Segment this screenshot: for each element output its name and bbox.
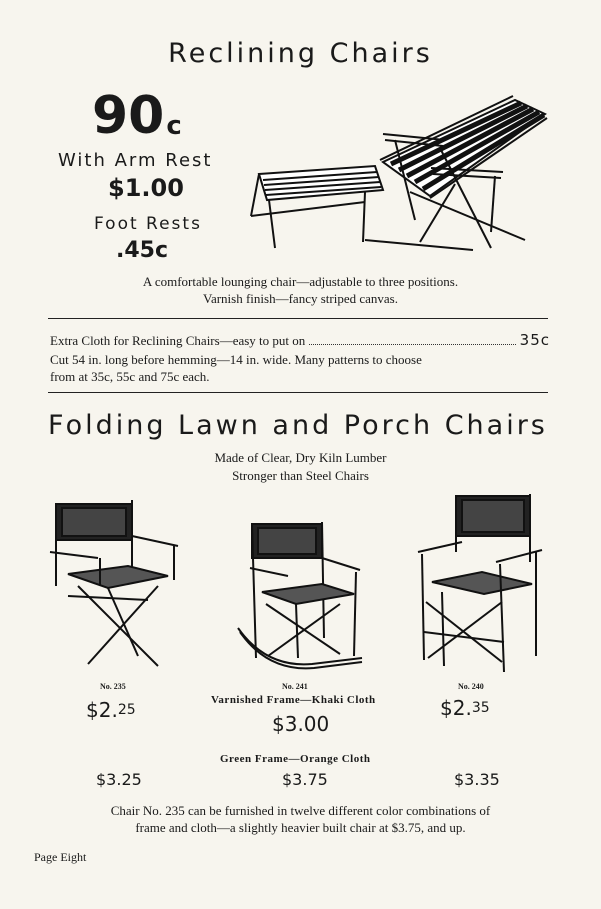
- foot-rests-price: .45c: [116, 238, 169, 263]
- chair-235-price-green: $3.25: [96, 770, 142, 789]
- reclining-chair-illustration: [245, 92, 550, 254]
- chair-235-illustration: [48, 496, 183, 672]
- extra-cloth-details-2: from at 35c, 55c and 75c each.: [50, 369, 210, 384]
- chair-241-price: $3.00: [272, 712, 330, 736]
- arm-rest-label: With Arm Rest: [58, 150, 213, 171]
- chair-240-price-dollar: $2.: [440, 696, 472, 720]
- reclining-price: [92, 88, 182, 144]
- chair-240-price-cents: 35: [471, 700, 490, 716]
- chair-241-number: No. 241: [282, 682, 308, 691]
- extra-cloth-text: Extra Cloth for Reclining Chairs—easy to put on: [50, 333, 306, 348]
- divider-bottom: [48, 392, 548, 393]
- reclining-description-2: Varnish finish—fancy striped canvas.: [203, 291, 398, 306]
- chair-235-note-2: frame and cloth—a slightly heavier built chair at $3.75, and up.: [135, 820, 466, 835]
- extra-cloth-line: [50, 331, 550, 349]
- folding-subtitle-2: Stronger than Steel Chairs: [232, 468, 369, 483]
- folding-title: Folding Lawn and Porch Chairs: [48, 410, 548, 441]
- chair-240-price: [440, 696, 490, 720]
- leader-dots: [309, 344, 515, 345]
- chair-235-price-dollar: $2.: [86, 698, 118, 722]
- chair-240-price-green: $3.35: [454, 770, 500, 789]
- folding-subtitle-1: Made of Clear, Dry Kiln Lumber: [214, 450, 387, 465]
- chair-235-note: [0, 802, 601, 836]
- foot-rests-label: Foot Rests: [94, 214, 202, 234]
- chair-235-price: [86, 698, 136, 722]
- chair-241-price-green: $3.75: [282, 770, 328, 789]
- divider-top: [48, 318, 548, 319]
- reclining-price-unit: c: [166, 111, 182, 141]
- arm-rest-price: $1.00: [108, 174, 184, 202]
- extra-cloth-details: [50, 351, 550, 385]
- folding-subtitle: [0, 449, 601, 485]
- extra-cloth-price: 35c: [519, 331, 550, 349]
- chair-235-number: No. 235: [100, 682, 126, 691]
- chair-235-note-1: Chair No. 235 can be furnished in twelve different color combinations of: [110, 803, 491, 818]
- chair-241-illustration: [236, 518, 366, 676]
- chair-240-number: No. 240: [458, 682, 484, 691]
- chair-235-price-cents: 25: [117, 702, 136, 718]
- chair-240-illustration: [412, 492, 547, 676]
- varnished-label: Varnished Frame—Khaki Cloth: [211, 694, 376, 706]
- green-frame-label: Green Frame—Orange Cloth: [220, 753, 371, 765]
- extra-cloth-details-1: Cut 54 in. long before hemming—14 in. wide. Many patterns to choose: [50, 352, 422, 367]
- reclining-price-value: 90: [92, 86, 165, 146]
- reclining-description-1: A comfortable lounging chair—adjustable to three positions.: [142, 274, 459, 289]
- reclining-title: Reclining Chairs: [168, 38, 433, 69]
- page-number: Page Eight: [34, 850, 87, 864]
